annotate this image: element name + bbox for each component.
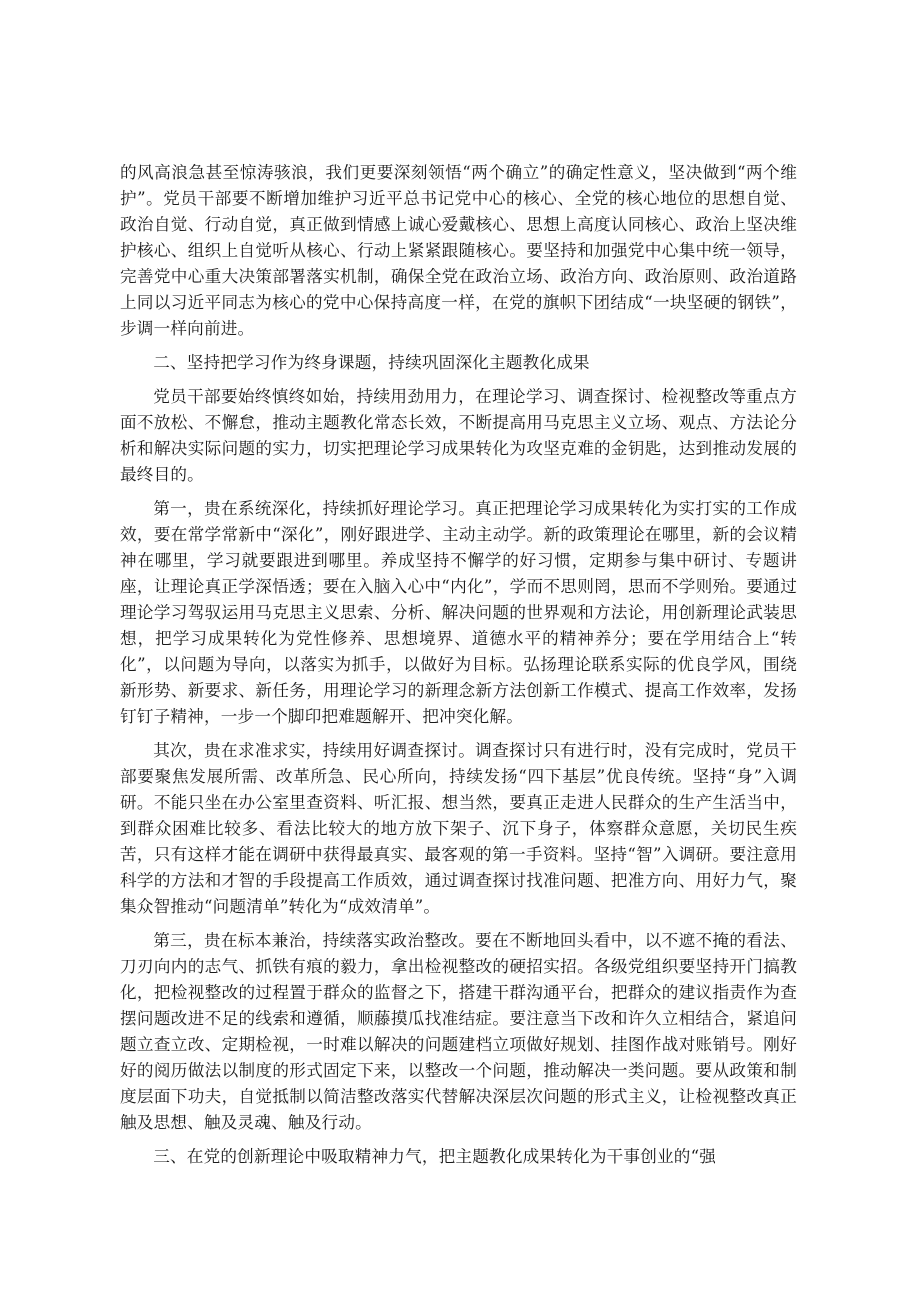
paragraph-1: 的风高浪急甚至惊涛骇浪，我们更要深刻领悟“两个确立”的确定性意义，坚决做到“两个维护”。党员干部要不断增加维护习近平总书记党中心的核心、全党的核心地位的思想自觉、政治自觉、行动自觉，真正做到情感上诚心爱戴核心、思想上高度认同核心、政治上坚决维护核心、组织上自觉听从核心、行动上紧紧跟随核心。要坚持和加强党中心集中统一领导，完善党中心重大决策部署落实机制，确保全党在政治立场、政治方向、政治原则、政治道路上同以习近平同志为核心的党中心保持高度一样，在党的旗帜下团结成“一块坚硬的钢铁”，步调一样向前进。: [120, 163, 797, 338]
section-heading-2: 二、坚持把学习作为终身课题，持续巩固深化主题教化成果: [153, 353, 590, 372]
paragraph-5: 其次，贵在求准求实，持续用好调查探讨。调查探讨只有进行时，没有完成时，党员干部要聚焦发展所需、改革所急、民心所向，持续发扬“四下基层”优良传统。坚持“身”入调研。不能只坐在办公室里查资料、听汇报、想当然，要真正走进人民群众的生产生活当中，到群众困难比较多、看法比较大的地方放下架子、沉下身子，体察群众意愿，关切民生疾苦，只有这样才能在调研中获得最真实、最客观的第一手资料。坚持“智”入调研。要注意用科学的方法和才智的手段提高工作质效，通过调查探讨找准问题、把准方向、用好力气，聚集众智推动“问题清单”转化为“成效清单”。: [120, 741, 797, 916]
section-heading-3: 三、在党的创新理论中吸取精神力气，把主题教化成果转化为干事创业的“强: [153, 1147, 717, 1166]
paragraph-6: 第三，贵在标本兼治，持续落实政治整改。要在不断地回头看中，以不遮不掩的看法、刀刃向内的志气、抓铁有痕的毅力，拿出检视整改的硬招实招。各级党组织要坚持开门搞教化，把检视整改的过程置于群众的监督之下，搭建干群沟通平台，把群众的建议指责作为查摆问题改进不足的线索和遵循，顺藤摸瓜找准结症。要注意当下改和许久立相结合，紧追问题立查立改、定期检视，一时难以解决的问题建档立项做好规划、挂图作战对账销号。刚好好的阅历做法以制度的形式固定下来，以整改一个问题，推动解决一类问题。要从政策和制度层面下功夫，自觉抵制以简洁整改落实代替解决深层次问题的形式主义，让检视整改真正触及思想、触及灵魂、触及行动。: [120, 931, 797, 1132]
paragraph-3: 党员干部要始终慎终如始，持续用劲用力，在理论学习、调查探讨、检视整改等重点方面不放松、不懈怠，推动主题教化常态长效，不断提高用马克思主义立场、观点、方法论分析和解决实际问题的实力，切实把理论学习成果转化为攻坚克难的金钥匙，达到推动发展的最终目的。: [120, 387, 797, 484]
document-page: [120, 160, 797, 1178]
paragraph-4: 第一，贵在系统深化，持续抓好理论学习。真正把理论学习成果转化为实打实的工作成效，要在常学常新中“深化”，刚好跟进学、主动主动学。新的政策理论在哪里，新的会议精神在哪里，学习就要跟进到哪里。养成坚持不懈学的好习惯，定期参与集中研讨、专题讲座，让理论真正学深悟透；要在入脑入心中“内化”，学而不思则罔，思而不学则殆。要通过理论学习驾驭运用马克思主义思索、分析、解决问题的世界观和方法论，用创新理论武装思想，把学习成果转化为党性修养、思想境界、道德水平的精神养分；要在学用结合上“转化”，以问题为导向，以落实为抓手，以做好为目标。弘扬理论联系实际的优良学风，围绕新形势、新要求、新任务，用理论学习的新理念新方法创新工作模式、提高工作效率，发扬钉钉子精神，一步一个脚印把难题解开、把冲突化解。: [120, 499, 797, 726]
